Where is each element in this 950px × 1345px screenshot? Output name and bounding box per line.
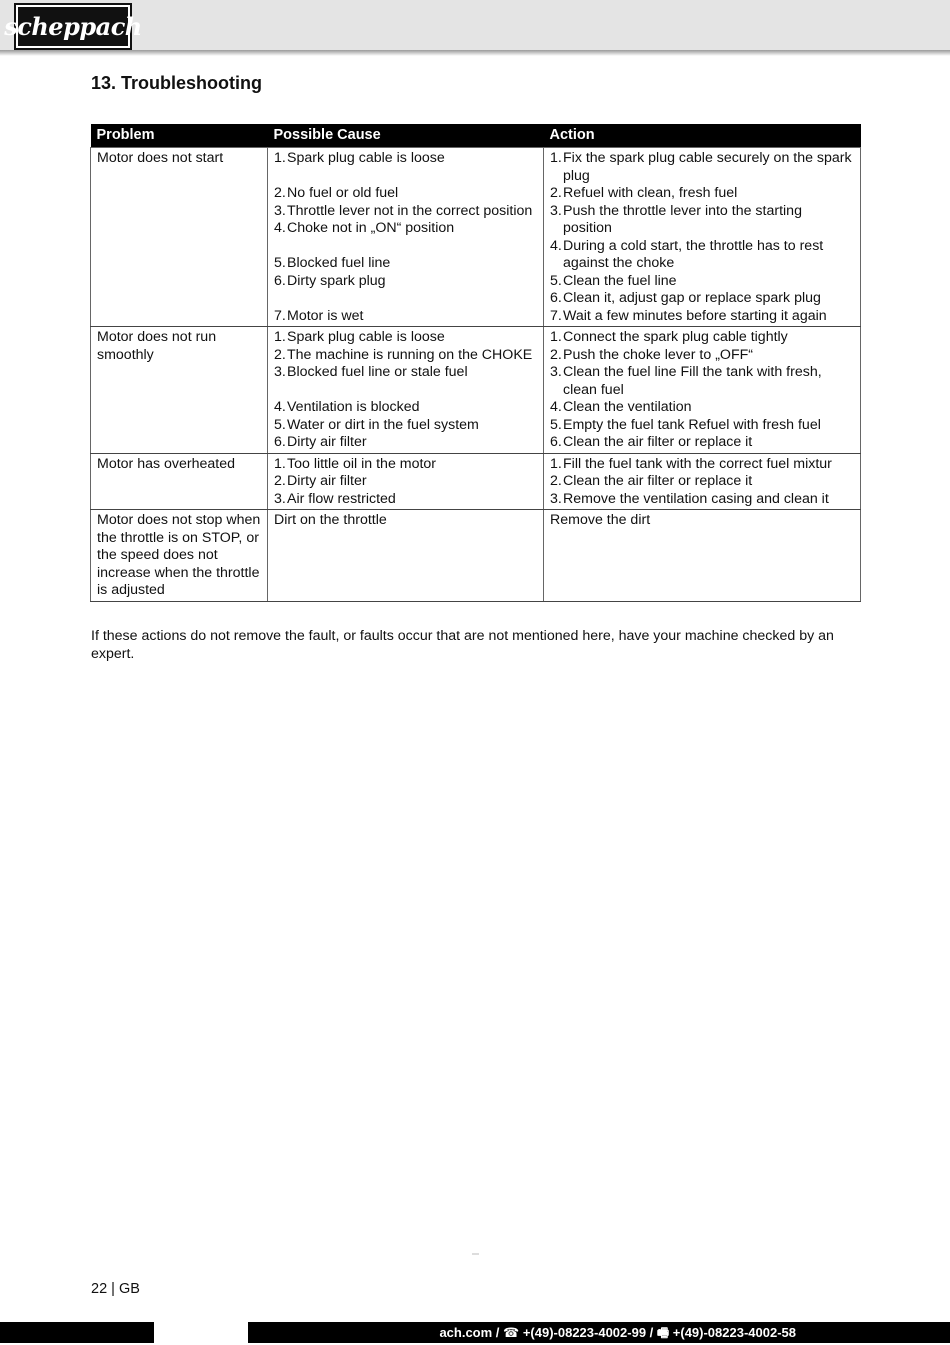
action-item (550, 491, 854, 509)
action-item (550, 308, 854, 326)
cause-item (274, 308, 537, 326)
item-number: 4. (550, 237, 562, 254)
item-number: 7. (550, 307, 562, 324)
item-number: 2. (550, 473, 562, 489)
brand-logo: scheppach (14, 3, 132, 50)
cause-item (274, 417, 537, 435)
item-number: 4. (274, 399, 286, 415)
action-item (550, 417, 854, 435)
column-header-cause: Possible Cause (268, 124, 544, 148)
action-cell (544, 327, 861, 454)
cause-item (274, 399, 537, 417)
item-text: Too little oil in the motor (287, 455, 437, 472)
item-number: 3. (550, 364, 562, 380)
item-text: Remove the dirt (550, 512, 651, 528)
item-text: Water or dirt in the fuel system (287, 416, 479, 433)
item-number: 2. (550, 185, 562, 201)
action-item (550, 329, 854, 347)
action-item (550, 203, 854, 238)
item-number: 1. (274, 150, 286, 166)
item-number: 1. (274, 329, 286, 345)
item-number: 4. (274, 220, 286, 236)
cause-item (274, 491, 537, 509)
cause-item (274, 473, 537, 491)
item-number: 7. (274, 307, 286, 324)
table-row (91, 148, 861, 327)
footer-contact: ach.com / ☎ +(49)-08223-4002-99 / 🖷 +(49)-08223-4002-58 (439, 1325, 796, 1340)
item-text: The machine is running on the CHOKE (287, 346, 533, 363)
cause-item (274, 273, 537, 291)
item-text: Spark plug cable is loose (287, 150, 445, 166)
item-text: Connect the spark plug cable tightly (563, 329, 788, 345)
spacer (274, 382, 537, 400)
item-text: Push the throttle lever into the starting position (563, 202, 802, 236)
cause-item (274, 364, 537, 382)
item-text: No fuel or old fuel (287, 185, 399, 201)
action-item (550, 434, 854, 452)
closing-note: If these actions do not remove the fault, or faults occur that are not mentioned here, have your machine checked by an expert. (91, 628, 834, 662)
cause-item (274, 185, 537, 203)
item-text: Dirty spark plug (287, 272, 386, 289)
problem-cell: Motor does not start (91, 148, 268, 327)
page-number: 22 | GB (91, 1281, 140, 1297)
cause-item (274, 255, 537, 273)
section-title: 13. Troubleshooting (91, 73, 263, 93)
table-row (91, 510, 861, 602)
action-item (550, 399, 854, 417)
item-text: Clean the fuel line (563, 272, 677, 289)
item-text: Dirt on the throttle (274, 512, 387, 528)
action-item (550, 150, 854, 185)
item-number: 6. (274, 434, 286, 450)
item-text: Empty the fuel tank Refuel with fresh fuel (563, 416, 821, 433)
action-item (550, 456, 854, 474)
item-text: Fix the spark plug cable securely on the spark plug (563, 150, 852, 184)
item-text: Ventilation is blocked (287, 399, 420, 415)
item-number: 5. (274, 416, 286, 433)
spacer (274, 238, 537, 256)
cause-cell (268, 327, 544, 454)
item-number: 2. (550, 346, 562, 363)
item-text: Blocked fuel line (287, 255, 391, 271)
item-text: Clean the fuel line Fill the tank with fresh, clean fuel (563, 364, 822, 398)
item-number: 2. (274, 473, 286, 489)
item-number: 5. (550, 416, 562, 433)
action-item (550, 512, 854, 530)
item-number: 2. (274, 185, 286, 201)
footer-gap (154, 1322, 248, 1343)
table-row (91, 453, 861, 510)
troubleshooting-table (90, 124, 861, 602)
item-number: 3. (274, 202, 286, 219)
spacer (274, 290, 537, 308)
cause-item (274, 329, 537, 347)
item-number: 1. (550, 150, 562, 166)
item-number: 6. (550, 434, 562, 450)
problem-cell: Motor has overheated (91, 453, 268, 510)
item-number: 3. (550, 202, 562, 219)
column-header-action: Action (544, 124, 861, 148)
item-number: 2. (274, 346, 286, 363)
cause-item (274, 347, 537, 365)
action-item (550, 347, 854, 365)
item-text: Refuel with clean, fresh fuel (563, 185, 738, 201)
header-shadow (0, 50, 950, 56)
item-number: 5. (550, 272, 562, 289)
cause-cell (268, 510, 544, 602)
scan-speck (472, 1253, 479, 1255)
item-text: Clean the ventilation (563, 399, 692, 415)
problem-cell: Motor does not stop when the throttle is on STOP, or the speed does not increase when the throttle is adjusted (91, 510, 268, 602)
item-text: Spark plug cable is loose (287, 329, 445, 345)
item-text: Wait a few minutes before starting it again (563, 307, 827, 324)
item-text: Blocked fuel line or stale fuel (287, 364, 468, 380)
cause-item (274, 220, 537, 238)
spacer (274, 168, 537, 186)
action-item (550, 290, 854, 308)
item-number: 3. (274, 364, 286, 380)
item-number: 6. (550, 290, 562, 306)
action-cell (544, 453, 861, 510)
item-text: Air flow restricted (287, 490, 396, 507)
item-text: Clean it, adjust gap or replace spark plug (563, 290, 821, 306)
action-item (550, 364, 854, 399)
table-row (91, 327, 861, 454)
action-cell (544, 148, 861, 327)
cause-cell (268, 453, 544, 510)
item-text: Choke not in „ON“ position (287, 220, 455, 236)
item-number: 4. (550, 399, 562, 415)
item-number: 5. (274, 255, 286, 271)
cause-item (274, 434, 537, 452)
column-header-problem: Problem (91, 124, 268, 148)
action-item (550, 473, 854, 491)
item-number: 1. (550, 329, 562, 345)
item-number: 3. (550, 490, 562, 507)
item-text: Dirty air filter (287, 473, 367, 489)
item-text: Dirty air filter (287, 434, 367, 450)
item-text: Clean the air filter or replace it (563, 473, 753, 489)
item-number: 3. (274, 490, 286, 507)
action-cell (544, 510, 861, 602)
cause-item (274, 203, 537, 221)
item-number: 6. (274, 272, 286, 289)
item-text: Motor is wet (287, 307, 364, 324)
cause-cell (268, 148, 544, 327)
header-band (0, 0, 950, 50)
cause-item (274, 512, 537, 530)
item-text: Remove the ventilation casing and clean it (563, 490, 829, 507)
problem-cell: Motor does not run smoothly (91, 327, 268, 454)
item-text: During a cold start, the throttle has to rest against the choke (563, 237, 824, 271)
table-header-row (91, 124, 861, 148)
item-text: Fill the fuel tank with the correct fuel mixtur (563, 455, 832, 472)
action-item (550, 185, 854, 203)
item-text: Throttle lever not in the correct position (287, 202, 533, 219)
item-text: Push the choke lever to „OFF“ (563, 346, 754, 363)
item-text: Clean the air filter or replace it (563, 434, 753, 450)
item-number: 1. (274, 455, 286, 472)
item-number: 1. (550, 455, 562, 472)
action-item (550, 273, 854, 291)
cause-item (274, 456, 537, 474)
cause-item (274, 150, 537, 168)
action-item (550, 238, 854, 273)
